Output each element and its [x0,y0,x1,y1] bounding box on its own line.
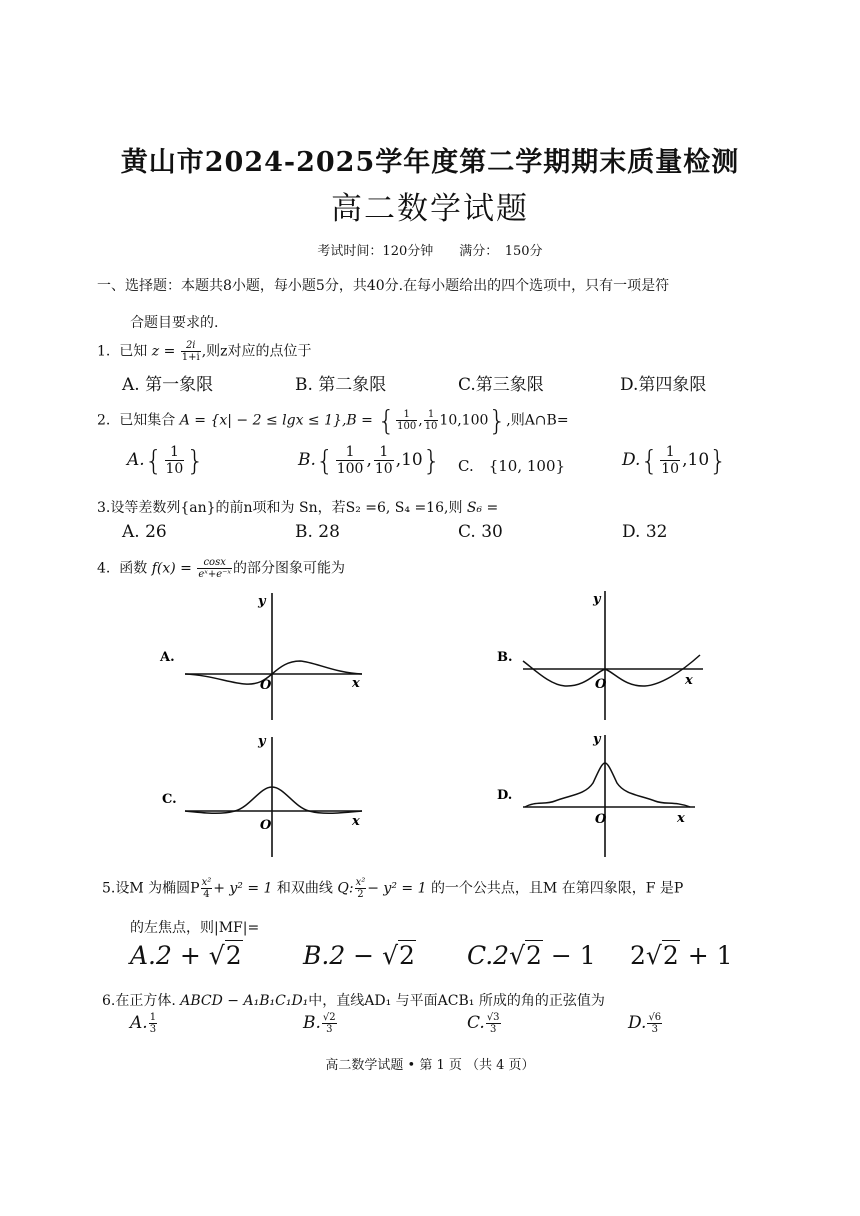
svg-text:O: O [260,818,272,833]
svg-text:y: y [593,732,601,747]
q6-option-c: C. $\frac{√3}{3}$ [467,1012,500,1035]
svg-text:A.: A. [160,650,175,665]
svg-text:B.: B. [497,650,513,665]
q6-option-b: B. $\frac{√2}{3}$ [303,1012,336,1035]
svg-text:y: y [258,594,266,609]
question-5: 5.设M 为椭圆P $\frac{\text{x²}}{4}$ + y² = 1 和双曲线 Q: $\frac{\text{x²}}{2}$ − y² = 1 的一个公共点，且M 在第四象限，F 是P [102,877,684,900]
svg-text:y: y [258,734,266,749]
q1-option-d: D.第四象限 [620,375,707,395]
q2-option-a: A.{ $\frac{1}{10}$ } [127,444,205,477]
question-6: 6.在正方体. ABCD − A₁B₁C₁D₁中，直线AD₁ 与平面ACB₁ 所成的角的正弦值为 [102,993,605,1009]
svg-text:x: x [352,676,360,691]
q6-option-d: D. $\frac{√6}{3}$ [628,1012,662,1035]
q2-option-c: C. {10, 100} [458,457,566,475]
page-footer: 高二数学试题 • 第 1 页 （共 4 页） [325,1058,535,1073]
question-3: 3.设等差数列{an}的前n项和为 Sn，若S₂ =6, S₄ =16,则 S₆ = [97,500,499,516]
exam-title: 黄山市2024-2025学年度第二学期期末质量检测 [120,147,740,178]
section-heading-cont: 合题目要求的. [130,315,219,331]
graph-c [150,725,380,860]
svg-text:D.: D. [497,788,513,803]
q5-option-c: C.2√2 − 1 [467,941,596,970]
svg-text:y: y [593,592,601,607]
question-5-line2: 的左焦点，则|MF|= [130,920,260,936]
exam-meta: 考试时间：120分钟 满分： 150分 [317,244,543,259]
q5-option-d: 2√2 + 1 [630,941,733,970]
graph-d [495,725,720,860]
q2-option-d: D.{ $\frac{1}{10}$ ,10} [622,444,727,477]
svg-text:x: x [685,673,693,688]
q1-option-b: B. 第二象限 [295,375,387,395]
q1-option-c: C.第三象限 [458,375,544,395]
q3-option-d: D. 32 [622,522,668,542]
q5-option-b: B.2 − √2 [303,941,415,970]
svg-text:O: O [260,678,272,693]
question-2: 2. 已知集合 A = {x| − 2 ≤ lgx ≤ 1},B = { $\frac{1}{100}$ , $\frac{1}{10}$ 10,100},则A∩B= [97,404,569,437]
q1-option-a: A. 第一象限 [122,375,214,395]
svg-text:O: O [595,812,607,827]
graph-b [495,585,720,725]
section-heading: 一、选择题：本题共8小题，每小题5分，共40分.在每小题给出的四个选项中，只有一项是符 [97,278,670,294]
q6-option-a: A. $\frac{1}{3}$ [130,1012,157,1035]
q3-option-b: B. 28 [295,522,340,542]
q2-option-b: B.{ $\frac{1}{100}$ , $\frac{1}{10}$ ,10} [298,444,441,477]
svg-text:C.: C. [162,792,177,807]
svg-text:x: x [677,811,685,826]
q5-option-a: A.2 + √2 [130,941,242,970]
question-4: 4. 函数 f(x) = $\frac{\cos x}{\text{eˣ+e⁻ˣ}}$ 的部分图象可能为 [97,557,345,580]
q3-option-c: C. 30 [458,522,503,542]
question-1: 1. 已知 z = $\frac{2i}{1+i}$ ,则z对应的点位于 [97,340,312,363]
svg-text:O: O [595,677,607,692]
svg-text:x: x [352,814,360,829]
q3-option-a: A. 26 [122,522,167,542]
graph-a [150,585,380,725]
exam-subtitle: 高二数学试题 [331,191,529,227]
